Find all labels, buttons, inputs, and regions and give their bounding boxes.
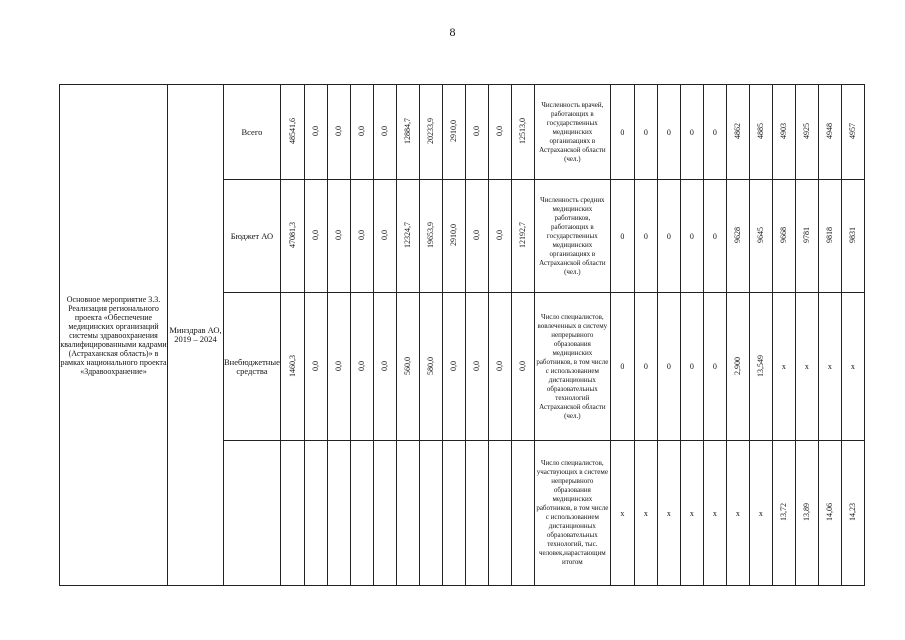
indicator-value-cell	[795, 85, 818, 180]
indicator-value: 9668	[779, 227, 789, 243]
indicator-name: Число специалистов, вовлеченных в систему непрерывного образования медицинских работников, в том числе с использованием дистанционных образовательных технологий Астраханской области (чел.)	[534, 293, 610, 441]
indicator-value: x	[643, 508, 648, 518]
indicator-value-cell	[610, 441, 634, 586]
indicator-value-cell	[657, 441, 680, 586]
amount-cell	[373, 441, 396, 586]
amount-cell	[280, 293, 304, 441]
indicator-value: 0	[666, 231, 671, 241]
amount-cell	[373, 85, 396, 180]
amount-cell	[280, 441, 304, 586]
amount-value: 12324,7	[403, 222, 413, 248]
amount-cell	[327, 85, 350, 180]
indicator-value: 0	[712, 127, 717, 137]
amount-cell	[419, 293, 442, 441]
indicator-value-cell	[841, 441, 864, 586]
indicator-value: 0	[712, 362, 717, 371]
funding-source	[224, 441, 281, 586]
amount-value: 0,0	[357, 126, 367, 136]
amount-cell	[280, 180, 304, 293]
amount-cell	[327, 293, 350, 441]
indicator-value-cell	[841, 293, 864, 441]
indicator-value-cell	[772, 180, 795, 293]
indicator-value-cell	[610, 85, 634, 180]
indicator-value-cell	[749, 441, 772, 586]
indicator-value: 0	[620, 362, 625, 371]
amount-cell	[373, 180, 396, 293]
amount-value: 0,0	[380, 230, 390, 240]
indicator-value-cell	[818, 180, 841, 293]
amount-value: 0,0	[380, 360, 390, 371]
indicator-value-cell	[726, 85, 749, 180]
amount-value: 0,0	[311, 360, 321, 371]
amount-value: 0,0	[357, 360, 367, 371]
amount-cell	[304, 441, 327, 586]
indicator-value: 4885	[756, 123, 766, 139]
amount-value: 48541,6	[287, 118, 297, 144]
amount-value: 0,0	[334, 126, 344, 136]
amount-value: 0,0	[334, 360, 344, 371]
amount-value: 47081,3	[287, 222, 297, 248]
amount-cell	[327, 180, 350, 293]
indicator-name: Численность врачей, работающих в государственных медицинских организациях в Астраханской области (чел.)	[534, 85, 610, 180]
indicator-value: 2,900	[733, 356, 743, 375]
amount-value: 0,0	[449, 360, 459, 371]
amount-cell	[465, 441, 488, 586]
amount-cell	[327, 441, 350, 586]
amount-value: 0,0	[334, 230, 344, 240]
amount-value: 0,0	[495, 230, 505, 240]
amount-cell	[442, 85, 465, 180]
amount-cell	[396, 293, 419, 441]
indicator-value-cell	[841, 85, 864, 180]
amount-value: 0,0	[472, 360, 482, 371]
executor-cell: Минздрав АО, 2019 – 2024	[168, 85, 224, 586]
indicator-value: 4957	[848, 123, 858, 139]
indicator-value: x	[666, 508, 671, 518]
amount-cell	[304, 293, 327, 441]
indicator-value: 9818	[825, 227, 835, 243]
indicator-value-cell	[772, 293, 795, 441]
indicator-value: x	[758, 508, 763, 518]
amount-value: 0,0	[495, 360, 505, 371]
indicator-value: 9831	[848, 227, 858, 243]
indicator-value-cell	[680, 180, 703, 293]
indicator-value: 14,06	[825, 503, 835, 521]
amount-cell	[488, 293, 511, 441]
indicator-value: 0	[689, 231, 694, 241]
indicator-value-cell	[749, 293, 772, 441]
amount-value: 0,0	[472, 126, 482, 136]
amount-cell	[442, 441, 465, 586]
indicator-value: 0	[643, 127, 648, 137]
amount-cell	[465, 293, 488, 441]
indicator-value-cell	[634, 293, 657, 441]
amount-value: 12192,7	[518, 222, 528, 248]
indicator-value: 4948	[825, 123, 835, 139]
indicator-value-cell	[795, 293, 818, 441]
indicator-value-cell	[795, 180, 818, 293]
indicator-value: 0	[689, 127, 694, 137]
amount-cell	[350, 180, 373, 293]
indicator-value-cell	[634, 85, 657, 180]
amount-cell	[280, 85, 304, 180]
program-table	[59, 84, 865, 586]
indicator-value-cell	[818, 441, 841, 586]
indicator-value: x	[827, 362, 832, 371]
indicator-value: x	[620, 508, 625, 518]
indicator-value: 4903	[779, 123, 789, 139]
indicator-value: 0	[643, 362, 648, 371]
amount-cell	[396, 85, 419, 180]
amount-value: 0,0	[380, 126, 390, 136]
amount-cell	[373, 293, 396, 441]
amount-cell	[396, 441, 419, 586]
indicator-name: Численность средних медицинских работников, работающих в государственных медицинских организациях в Астраханской области (чел.)	[534, 180, 610, 293]
amount-cell	[488, 85, 511, 180]
amount-cell	[396, 180, 419, 293]
amount-value: 0,0	[495, 126, 505, 136]
indicator-value-cell	[657, 293, 680, 441]
indicator-value-cell	[657, 85, 680, 180]
indicator-value: x	[804, 362, 809, 371]
indicator-value: 13,549	[756, 354, 766, 377]
indicator-value: 0	[712, 231, 717, 241]
amount-cell	[442, 293, 465, 441]
indicator-value: 9628	[733, 227, 743, 243]
indicator-value-cell	[818, 293, 841, 441]
indicator-value: 0	[620, 231, 625, 241]
amount-value: 0,0	[311, 230, 321, 240]
funding-source: Внебюджетные средства	[224, 293, 281, 441]
table-row	[60, 85, 865, 180]
measure-name: Основное мероприятие 3.3. Реализация регионального проекта «Обеспечение медицинских организаций системы здравоохранения квалифицированными кадрами (Астраханская область)» в рамках национального проекта «Здравоохранение»	[60, 85, 168, 586]
amount-cell	[511, 180, 534, 293]
indicator-value-cell	[749, 180, 772, 293]
indicator-value-cell	[818, 85, 841, 180]
indicator-value: 9781	[802, 227, 812, 243]
indicator-value: 13,89	[802, 503, 812, 521]
amount-value: 0,0	[518, 360, 528, 371]
indicator-value-cell	[772, 85, 795, 180]
amount-value: 1460,3	[287, 354, 297, 377]
indicator-value: x	[689, 508, 694, 518]
indicator-value-cell	[726, 293, 749, 441]
amount-cell	[465, 180, 488, 293]
indicator-value-cell	[610, 180, 634, 293]
amount-cell	[419, 441, 442, 586]
indicator-value: 4862	[733, 123, 743, 139]
funding-source: Бюджет АО	[224, 180, 281, 293]
indicator-value-cell	[749, 85, 772, 180]
indicator-value-cell	[703, 441, 726, 586]
indicator-value: 4925	[802, 123, 812, 139]
amount-value: 12513,0	[518, 118, 528, 144]
indicator-value: 0	[666, 127, 671, 137]
amount-cell	[304, 180, 327, 293]
indicator-value: 14,23	[848, 503, 858, 521]
indicator-value-cell	[680, 85, 703, 180]
amount-cell	[350, 293, 373, 441]
amount-value: 12884,7	[403, 118, 413, 144]
indicator-value: x	[712, 508, 717, 518]
amount-cell	[419, 180, 442, 293]
indicator-value-cell	[680, 293, 703, 441]
indicator-value: x	[781, 362, 786, 371]
indicator-value: 0	[666, 362, 671, 371]
amount-value: 19653,9	[426, 222, 436, 248]
indicator-value-cell	[634, 180, 657, 293]
amount-cell	[419, 85, 442, 180]
indicator-value-cell	[703, 180, 726, 293]
amount-value: 580,0	[426, 356, 436, 375]
amount-value: 560,0	[403, 356, 413, 375]
indicator-name: Число специалистов, участвующих в системе непрерывного образования медицинских работников, в том числе с использованием дистанционных образовательных технологий, тыс. человек,нарастающим итогом	[534, 441, 610, 586]
amount-value: 20233,9	[426, 118, 436, 144]
amount-cell	[488, 180, 511, 293]
amount-value: 2910,0	[449, 120, 459, 142]
amount-cell	[442, 180, 465, 293]
indicator-value-cell	[726, 180, 749, 293]
amount-cell	[511, 85, 534, 180]
indicator-value: 0	[643, 231, 648, 241]
funding-source: Всего	[224, 85, 281, 180]
indicator-value-cell	[703, 85, 726, 180]
indicator-value: 9645	[756, 227, 766, 243]
indicator-value: 0	[620, 127, 625, 137]
amount-cell	[350, 85, 373, 180]
indicator-value: x	[735, 508, 740, 518]
amount-value: 0,0	[357, 230, 367, 240]
indicator-value-cell	[726, 441, 749, 586]
indicator-value-cell	[772, 441, 795, 586]
amount-cell	[304, 85, 327, 180]
amount-cell	[350, 441, 373, 586]
indicator-value-cell	[680, 441, 703, 586]
amount-cell	[511, 441, 534, 586]
amount-value: 0,0	[311, 126, 321, 136]
indicator-value-cell	[841, 180, 864, 293]
indicator-value: x	[850, 362, 855, 371]
indicator-value-cell	[795, 441, 818, 586]
indicator-value: 13,72	[779, 503, 789, 521]
indicator-value-cell	[634, 441, 657, 586]
amount-cell	[488, 441, 511, 586]
indicator-value-cell	[610, 293, 634, 441]
indicator-value-cell	[657, 180, 680, 293]
page-number: 8	[449, 25, 456, 39]
indicator-value-cell	[703, 293, 726, 441]
amount-value: 2910,0	[449, 224, 459, 246]
amount-cell	[511, 293, 534, 441]
indicator-value: 0	[689, 362, 694, 371]
amount-cell	[465, 85, 488, 180]
amount-value: 0,0	[472, 230, 482, 240]
